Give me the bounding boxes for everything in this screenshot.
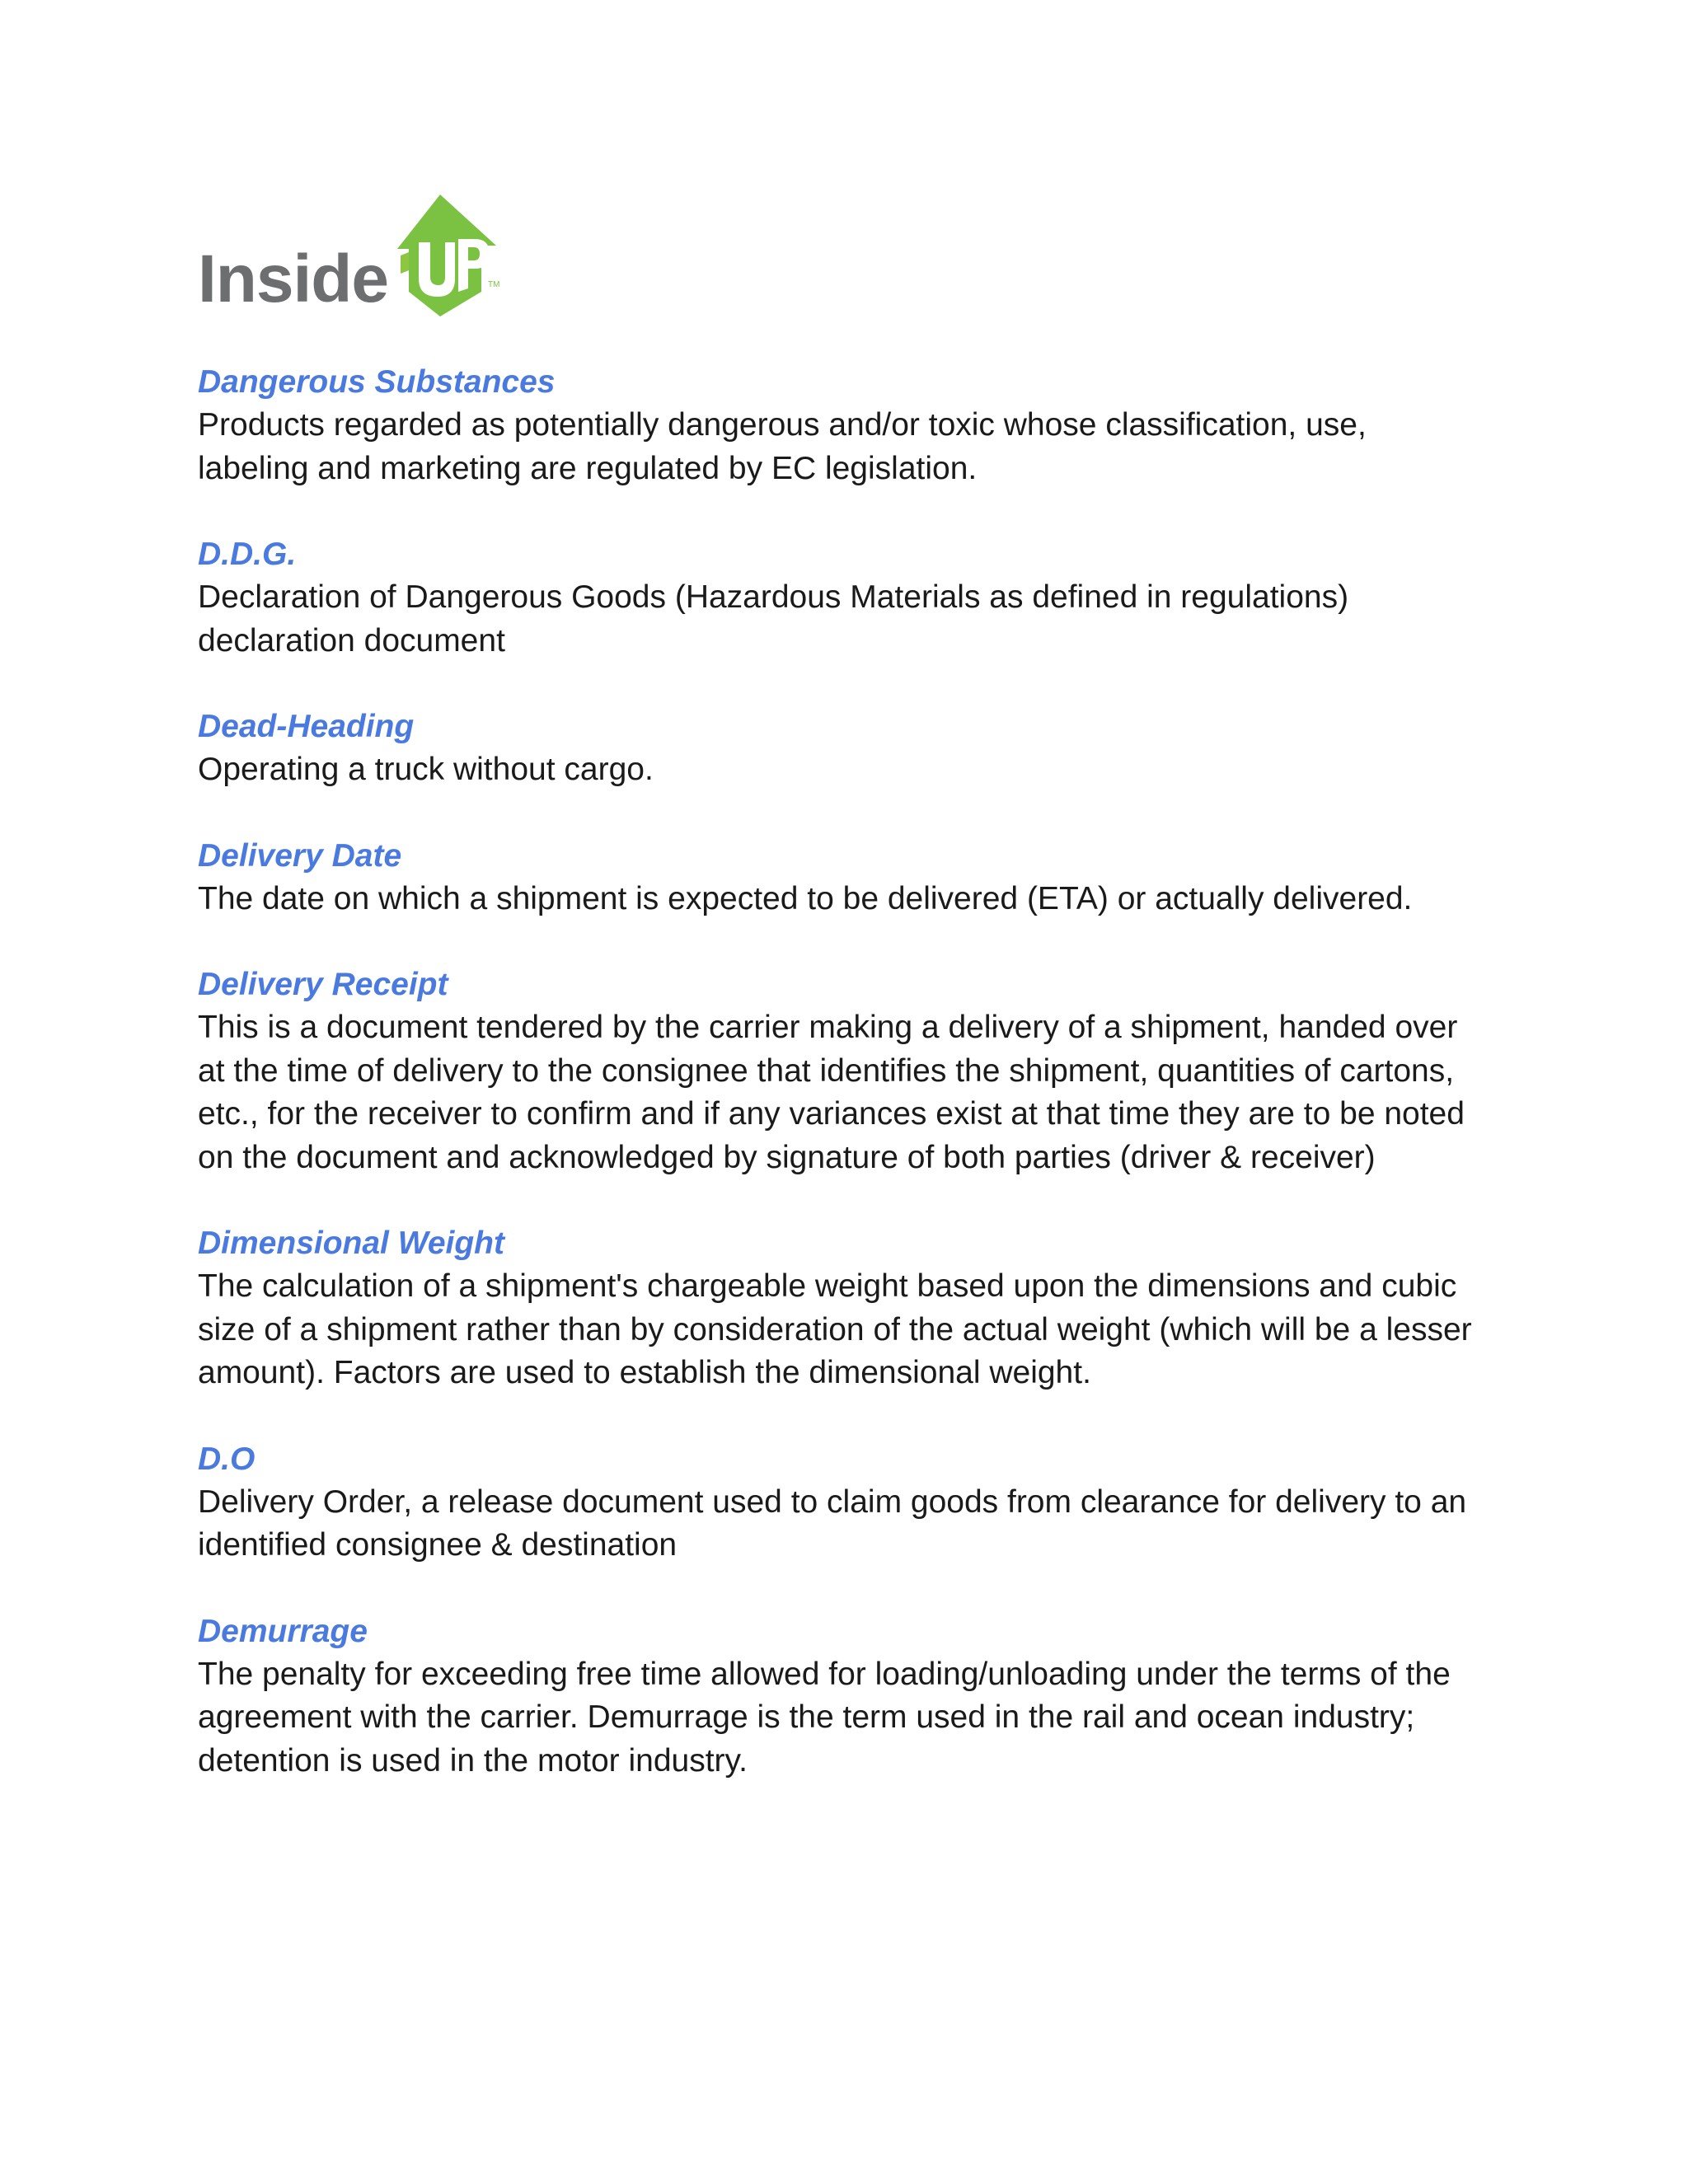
glossary-entry xyxy=(198,963,1484,1179)
glossary-entry xyxy=(198,361,1484,490)
glossary-list xyxy=(198,361,1484,1825)
insideup-logo xyxy=(198,194,511,318)
glossary-definition: Operating a truck without cargo. xyxy=(198,752,654,787)
glossary-definition: This is a document tendered by the carrier making a delivery of a shipment, handed over at the time of delivery to the consignee that identifies the shipment, quantities of cartons, etc., for the receiver to confirm and if any variances exist at that time they are to be noted on the document and acknowledged by signature of both parties (driver & receiver) xyxy=(198,1010,1465,1175)
glossary-definition: The penalty for exceeding free time allowed for loading/unloading under the terms of the agreement with the carrier. Demurrage is the term used in the rail and ocean industry; detention is used in the motor industry. xyxy=(198,1656,1451,1779)
glossary-term: Delivery Date xyxy=(198,837,402,874)
glossary-entry xyxy=(198,533,1484,663)
glossary-definition: Declaration of Dangerous Goods (Hazardous Materials as defined in regulations) declaration document xyxy=(198,579,1349,658)
glossary-definition: The date on which a shipment is expected to be delivered (ETA) or actually delivered. xyxy=(198,880,1413,916)
logo-wordmark: Inside xyxy=(198,241,388,316)
glossary-term: D.O xyxy=(198,1441,256,1477)
glossary-term: Dimensional Weight xyxy=(198,1226,504,1261)
glossary-term: Demurrage xyxy=(198,1613,368,1649)
logo-up-mark-icon xyxy=(389,194,504,318)
glossary-entry xyxy=(198,705,1484,792)
glossary-definition: Products regarded as potentially dangerous and/or toxic whose classification, use, labeling and marketing are regulated by EC legislation. xyxy=(198,407,1367,486)
glossary-entry xyxy=(198,1222,1484,1395)
glossary-term: D.D.G. xyxy=(198,537,297,572)
glossary-term: Delivery Receipt xyxy=(198,967,448,1002)
glossary-entry xyxy=(198,1438,1484,1568)
glossary-definition: Delivery Order, a release document used to claim goods from clearance for delivery to an identified consignee & destination xyxy=(198,1483,1467,1563)
glossary-term: Dangerous Substances xyxy=(198,364,556,400)
glossary-entry xyxy=(198,1610,1484,1783)
glossary-definition: The calculation of a shipment's chargeable weight based upon the dimensions and cubic size of a shipment rather than by consideration of the actual weight (which will be a lesser amount). Factors are used to establish the dimensional weight. xyxy=(198,1268,1472,1390)
glossary-term: Dead-Heading xyxy=(198,709,415,744)
glossary-entry xyxy=(198,835,1484,921)
logo-trademark: TM xyxy=(488,280,500,289)
